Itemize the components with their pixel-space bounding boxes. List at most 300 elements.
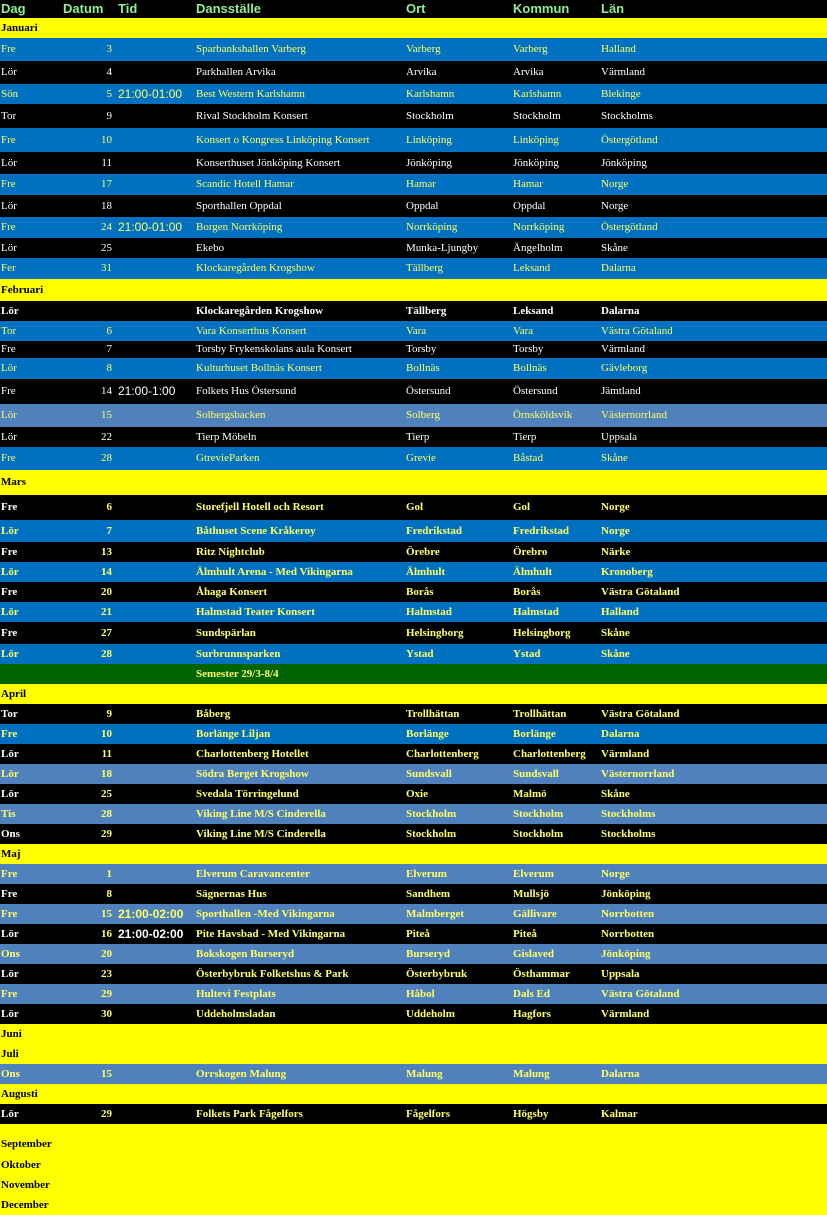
kommun-cell: Leksand — [513, 262, 551, 274]
venue-cell: Uddeholmsladan — [196, 1008, 276, 1020]
venue-cell: Båthuset Scene Kråkeroy — [196, 525, 316, 537]
event-row — [0, 341, 827, 358]
day-cell: Lör — [1, 566, 19, 578]
lan-cell: Stockholms — [601, 110, 653, 122]
day-cell: Fre — [1, 43, 16, 55]
date-cell: 20 — [101, 586, 112, 598]
venue-cell: Älmhult Arena - Med Vikingarna — [196, 566, 353, 578]
date-cell: 25 — [101, 242, 112, 254]
date-cell: 7 — [106, 525, 112, 537]
venue-cell: Charlottenberg Hotellet — [196, 748, 309, 760]
date-cell: 17 — [101, 178, 112, 190]
kommun-cell: Stockholm — [513, 828, 564, 840]
lan-cell: Uppsala — [601, 968, 640, 980]
ort-cell: Elverum — [406, 868, 447, 880]
date-cell: 16 — [101, 928, 112, 940]
venue-cell: Sägnernas Hus — [196, 888, 267, 900]
date-cell: 27 — [101, 627, 112, 639]
venue-cell: Folkets Hus Östersund — [196, 385, 297, 397]
ort-cell: Burseryd — [406, 948, 450, 960]
month-row-december — [0, 1195, 827, 1215]
ort-cell: Linköping — [406, 134, 452, 146]
event-row — [0, 358, 827, 379]
kommun-cell: Norrköping — [513, 221, 565, 233]
month-row-maj — [0, 844, 827, 864]
month-row-april — [0, 684, 827, 704]
month-label: April — [1, 688, 27, 700]
day-cell: Lör — [1, 1008, 19, 1020]
ort-cell: Charlottenberg — [406, 748, 479, 760]
ort-cell: Stockholm — [406, 828, 457, 840]
kommun-cell: Elverum — [513, 868, 554, 880]
date-cell: 3 — [106, 43, 112, 55]
venue-cell: Pite Havsbad - Med Vikingarna — [196, 928, 346, 940]
lan-cell: Dalarna — [601, 1068, 640, 1080]
date-cell: 31 — [101, 262, 112, 274]
venue-cell: Best Western Karlshamn — [196, 88, 305, 100]
header-datum: Datum — [63, 1, 104, 16]
date-cell: 14 — [101, 385, 112, 397]
day-cell: Lör — [1, 1108, 19, 1120]
month-label: September — [1, 1138, 52, 1150]
time-cell: 21:00-02:00 — [118, 907, 184, 921]
venue-cell: Sporthallen Oppdal — [196, 200, 282, 212]
date-cell: 10 — [101, 134, 112, 146]
ort-cell: Norrköping — [406, 221, 458, 233]
ort-cell: Borås — [406, 586, 434, 598]
lan-cell: Västra Götaland — [601, 708, 680, 720]
date-cell: 15 — [101, 409, 112, 421]
venue-cell: Hultevi Festplats — [196, 988, 276, 1000]
event-row — [0, 217, 827, 238]
day-cell: Fre — [1, 908, 18, 920]
venue-cell: Viking Line M/S Cinderella — [196, 828, 326, 840]
venue-cell: Båberg — [196, 708, 231, 720]
ort-cell: Ystad — [406, 648, 434, 660]
venue-cell: Semester 29/3-8/4 — [196, 668, 279, 680]
lan-cell: Uppsala — [601, 431, 638, 443]
ort-cell: Hamar — [406, 178, 436, 190]
event-row — [0, 1064, 827, 1084]
ort-cell: Malung — [406, 1068, 443, 1080]
date-cell: 11 — [101, 748, 112, 760]
month-row-augusti — [0, 1084, 827, 1104]
day-cell: Lör — [1, 968, 19, 980]
date-cell: 18 — [101, 200, 112, 212]
lan-cell: Dalarna — [601, 262, 636, 274]
venue-cell: Halmstad Teater Konsert — [196, 606, 315, 618]
date-cell: 24 — [101, 221, 112, 233]
event-row — [0, 238, 827, 258]
event-row — [0, 664, 827, 684]
kommun-cell: Stockholm — [513, 110, 561, 122]
date-cell: 5 — [106, 88, 112, 100]
kommun-cell: Malung — [513, 1068, 550, 1080]
day-cell: Lör — [1, 157, 17, 169]
lan-cell: Norrbotten — [601, 928, 655, 940]
day-cell: Lör — [1, 606, 19, 618]
date-cell: 18 — [101, 768, 112, 780]
lan-cell: Värmland — [601, 343, 645, 355]
lan-cell: Närke — [601, 546, 631, 558]
time-cell: 21:00-01:00 — [118, 220, 183, 234]
venue-cell: Svedala Törringelund — [196, 788, 299, 800]
header-ort: Ort — [406, 1, 426, 16]
kommun-cell: Högsby — [513, 1108, 549, 1120]
header-row — [0, 0, 827, 18]
ort-cell: Älmhult — [406, 566, 446, 578]
date-cell: 29 — [101, 828, 112, 840]
event-row — [0, 542, 827, 562]
kommun-cell: Leksand — [513, 305, 554, 317]
lan-cell: Jönköping — [601, 888, 651, 900]
venue-cell: Borlänge Liljan — [196, 728, 271, 740]
date-cell: 15 — [101, 1068, 112, 1080]
ort-cell: Varberg — [406, 43, 441, 55]
venue-cell: Rival Stockholm Konsert — [196, 110, 308, 122]
event-row — [0, 884, 827, 904]
ort-cell: Halmstad — [406, 606, 452, 618]
day-cell: Fre — [1, 868, 18, 880]
day-cell: Lör — [1, 648, 19, 660]
venue-cell: Elverum Caravancenter — [196, 868, 310, 880]
month-row-september — [0, 1134, 827, 1155]
event-row — [0, 602, 827, 622]
lan-cell: Värmland — [601, 66, 645, 78]
month-row-november — [0, 1175, 827, 1195]
lan-cell: Skåne — [601, 648, 630, 660]
event-row — [0, 964, 827, 984]
kommun-cell: Helsingborg — [513, 627, 571, 639]
kommun-cell: Örebro — [513, 546, 548, 558]
month-label: Juni — [1, 1028, 22, 1040]
month-row-juli — [0, 1044, 827, 1064]
day-cell: Fer — [1, 262, 16, 274]
month-row-januari — [0, 18, 827, 38]
date-cell: 30 — [101, 1008, 112, 1020]
month-row-mars — [0, 470, 827, 495]
time-cell: 21:00-02:00 — [118, 927, 184, 941]
lan-cell: Skåne — [601, 452, 628, 464]
kommun-cell: Båstad — [513, 452, 543, 464]
kommun-cell: Hamar — [513, 178, 543, 190]
lan-cell: Värmland — [601, 748, 650, 760]
ort-cell: Tällberg — [406, 305, 447, 317]
time-cell: 21:00-1:00 — [118, 384, 176, 398]
day-cell: Tor — [1, 708, 18, 720]
day-cell: Lör — [1, 748, 19, 760]
lan-cell: Halland — [601, 43, 636, 55]
event-row — [0, 84, 827, 104]
kommun-cell: Halmstad — [513, 606, 559, 618]
date-cell: 21 — [101, 606, 112, 618]
ort-cell: Oppdal — [406, 200, 439, 212]
lan-cell: Dalarna — [601, 728, 640, 740]
day-cell: Lör — [1, 409, 17, 421]
lan-cell: Västernorrland — [601, 768, 675, 780]
ort-cell: Munka-Ljungby — [406, 242, 479, 254]
ort-cell: Östersund — [406, 385, 451, 397]
kommun-cell: Linköping — [513, 134, 559, 146]
month-label: Oktober — [1, 1159, 41, 1171]
ort-cell: Grevie — [406, 452, 436, 464]
kommun-cell: Gislaved — [513, 948, 554, 960]
ort-cell: Örebre — [406, 546, 440, 558]
event-row — [0, 824, 827, 844]
day-cell: Lör — [1, 200, 17, 212]
kommun-cell: Torsby — [513, 343, 544, 355]
ort-cell: Malmberget — [406, 908, 465, 920]
kommun-cell: Trollhättan — [513, 708, 567, 720]
day-cell: Fre — [1, 134, 16, 146]
lan-cell: Skåne — [601, 627, 630, 639]
venue-cell: Sundspärlan — [196, 627, 256, 639]
event-row — [0, 562, 827, 582]
lan-cell: Norrbotten — [601, 908, 655, 920]
kommun-cell: Sundsvall — [513, 768, 559, 780]
kommun-cell: Dals Ed — [513, 988, 550, 1000]
event-row — [0, 104, 827, 128]
month-label: December — [1, 1199, 49, 1211]
ort-cell: Arvika — [406, 66, 437, 78]
venue-cell: Folkets Park Fågelfors — [196, 1108, 303, 1120]
lan-cell: Jönköping — [601, 157, 647, 169]
day-cell: Lör — [1, 788, 19, 800]
venue-cell: Österbybruk Folketshus & Park — [196, 968, 349, 980]
event-row — [0, 321, 827, 342]
day-cell: Ons — [1, 828, 20, 840]
month-label: Juli — [1, 1048, 19, 1060]
day-cell: Lör — [1, 768, 19, 780]
lan-cell: Norge — [601, 178, 629, 190]
ort-cell: Stockholm — [406, 808, 457, 820]
lan-cell: Jönköping — [601, 948, 651, 960]
date-cell: 28 — [101, 648, 112, 660]
day-cell: Ons — [1, 948, 20, 960]
lan-cell: Stockholms — [601, 828, 656, 840]
date-cell: 10 — [101, 728, 112, 740]
kommun-cell: Malmö — [513, 788, 547, 800]
ort-cell: Fågelfors — [406, 1108, 450, 1120]
lan-cell: Värmland — [601, 1008, 650, 1020]
kommun-cell: Fredrikstad — [513, 525, 570, 537]
day-cell: Fre — [1, 586, 18, 598]
lan-cell: Norge — [601, 525, 630, 537]
lan-cell: Jämtland — [601, 385, 641, 397]
date-cell: 4 — [106, 66, 112, 78]
date-cell: 28 — [101, 808, 112, 820]
event-row — [0, 704, 827, 724]
kommun-cell: Gällivare — [513, 908, 557, 920]
date-cell: 1 — [106, 868, 112, 880]
kommun-cell: Vara — [513, 325, 534, 337]
lan-cell: Kronoberg — [601, 566, 653, 578]
event-row — [0, 301, 827, 321]
lan-cell: Västra Götaland — [601, 988, 680, 1000]
kommun-cell: Hagfors — [513, 1008, 551, 1020]
date-cell: 29 — [101, 1108, 112, 1120]
event-row — [0, 622, 827, 644]
kommun-cell: Jönköping — [513, 157, 559, 169]
month-row-februari — [0, 279, 827, 301]
kommun-cell: Arvika — [513, 66, 544, 78]
ort-cell: Karlshamn — [406, 88, 455, 100]
header-lan: Län — [601, 1, 625, 16]
kommun-cell: Östhammar — [513, 968, 570, 980]
date-cell: 9 — [106, 708, 112, 720]
ort-cell: Bollnäs — [406, 362, 440, 374]
day-cell: Tor — [1, 325, 17, 337]
event-row — [0, 1004, 827, 1024]
day-cell: Fre — [1, 221, 16, 233]
ort-cell: Uddeholm — [406, 1008, 455, 1020]
event-row — [0, 1104, 827, 1124]
event-row — [0, 924, 827, 944]
venue-cell: Ekebo — [196, 242, 225, 254]
lan-cell: Skåne — [601, 788, 630, 800]
ort-cell: Oxie — [406, 788, 428, 800]
month-label: Augusti — [1, 1088, 38, 1100]
header-dag: Dag — [1, 1, 26, 16]
event-row — [0, 904, 827, 924]
event-row — [0, 152, 827, 174]
venue-cell: Konserthuset Jönköping Konsert — [196, 157, 341, 169]
day-cell: Lör — [1, 242, 17, 254]
event-row — [0, 379, 827, 404]
event-row — [0, 195, 827, 217]
venue-cell: Surbrunnsparken — [196, 648, 281, 660]
lan-cell: Norge — [601, 868, 630, 880]
kommun-cell: Älmhult — [513, 566, 553, 578]
venue-cell: Kulturhuset Bollnäs Konsert — [196, 362, 322, 374]
kommun-cell: Charlottenberg — [513, 748, 586, 760]
date-cell: 15 — [101, 908, 112, 920]
ort-cell: Helsingborg — [406, 627, 464, 639]
day-cell: Fre — [1, 452, 16, 464]
kommun-cell: Mullsjö — [513, 888, 550, 900]
kommun-cell: Östersund — [513, 385, 558, 397]
venue-cell: Sporthallen -Med Vikingarna — [196, 908, 335, 920]
date-cell: 29 — [101, 988, 112, 1000]
venue-cell: Konsert o Kongress Linköping Konsert — [196, 134, 370, 146]
venue-cell: Viking Line M/S Cinderella — [196, 808, 326, 820]
lan-cell: Norge — [601, 501, 630, 513]
lan-cell: Halland — [601, 606, 639, 618]
venue-cell: Åhaga Konsert — [196, 586, 268, 598]
day-cell: Lör — [1, 362, 17, 374]
venue-cell: Parkhallen Arvika — [196, 66, 276, 78]
ort-cell: Tierp — [406, 431, 430, 443]
ort-cell: Borlänge — [406, 728, 449, 740]
event-row — [0, 724, 827, 744]
day-cell: Fre — [1, 343, 16, 355]
month-label: Maj — [1, 848, 21, 860]
kommun-cell: Borlänge — [513, 728, 556, 740]
event-row — [0, 984, 827, 1004]
venue-cell: Klockaregården Krogshow — [196, 305, 324, 317]
lan-cell: Skåne — [601, 242, 628, 254]
kommun-cell: Piteå — [513, 928, 537, 940]
ort-cell: Jönköping — [406, 157, 452, 169]
venue-cell: Södra Berget Krogshow — [196, 768, 309, 780]
ort-cell: Sundsvall — [406, 768, 452, 780]
event-row — [0, 864, 827, 884]
date-cell: 8 — [106, 888, 112, 900]
header-kommun: Kommun — [513, 1, 570, 16]
lan-cell: Västernorrland — [601, 409, 667, 421]
event-row — [0, 804, 827, 824]
event-row — [0, 582, 827, 602]
venue-cell: Vara Konserthus Konsert — [196, 325, 307, 337]
lan-cell: Östergötland — [601, 134, 658, 146]
kommun-cell: Tierp — [513, 431, 537, 443]
kommun-cell: Gol — [513, 501, 531, 513]
event-row — [0, 427, 827, 447]
venue-cell: Storefjell Hotell och Resort — [196, 501, 324, 513]
ort-cell: Vara — [406, 325, 427, 337]
day-cell: Lör — [1, 66, 17, 78]
ort-cell: Tällberg — [406, 262, 444, 274]
ort-cell: Trollhättan — [406, 708, 460, 720]
venue-cell: Scandic Hotell Hamar — [196, 178, 294, 190]
event-row — [0, 644, 827, 664]
lan-cell: Västra Götaland — [601, 586, 680, 598]
lan-cell: Gävleborg — [601, 362, 648, 374]
date-cell: 23 — [101, 968, 112, 980]
date-cell: 28 — [101, 452, 112, 464]
ort-cell: Gol — [406, 501, 424, 513]
ort-cell: Fredrikstad — [406, 525, 463, 537]
venue-cell: Bokskogen Burseryd — [196, 948, 295, 960]
ort-cell: Solberg — [406, 409, 441, 421]
date-cell: 13 — [101, 546, 112, 558]
event-row — [0, 944, 827, 964]
kommun-cell: Ängelholm — [513, 242, 563, 254]
day-cell: Lör — [1, 928, 19, 940]
kommun-cell: Bollnäs — [513, 362, 547, 374]
date-cell: 9 — [106, 110, 112, 122]
lan-cell: Stockholms — [601, 808, 656, 820]
day-cell: Fre — [1, 888, 18, 900]
day-cell: Fre — [1, 178, 16, 190]
lan-cell: Östergötland — [601, 221, 658, 233]
date-cell: 8 — [106, 362, 112, 374]
day-cell: Fre — [1, 728, 18, 740]
month-row-oktober — [0, 1155, 827, 1175]
date-cell: 11 — [101, 157, 112, 169]
venue-cell: Sparbankshallen Varberg — [196, 43, 306, 55]
date-cell: 7 — [106, 343, 112, 355]
kommun-cell: Oppdal — [513, 200, 546, 212]
day-cell: Lör — [1, 305, 19, 317]
venue-cell: Orrskogen Malung — [196, 1068, 287, 1080]
lan-cell: Norge — [601, 200, 629, 212]
ort-cell: Österbybruk — [406, 968, 468, 980]
month-label: November — [1, 1179, 50, 1191]
kommun-cell: Karlshamn — [513, 88, 562, 100]
event-row — [0, 764, 827, 784]
event-row — [0, 174, 827, 195]
venue-cell: Solbergsbacken — [196, 409, 266, 421]
kommun-cell: Ystad — [513, 648, 541, 660]
venue-cell: Klockaregården Krogshow — [196, 262, 315, 274]
ort-cell: Sandhem — [406, 888, 451, 900]
day-cell: Sön — [1, 88, 19, 100]
month-row-juni — [0, 1024, 827, 1044]
ort-cell: Torsby — [406, 343, 437, 355]
date-cell: 6 — [106, 325, 112, 337]
lan-cell: Dalarna — [601, 305, 640, 317]
